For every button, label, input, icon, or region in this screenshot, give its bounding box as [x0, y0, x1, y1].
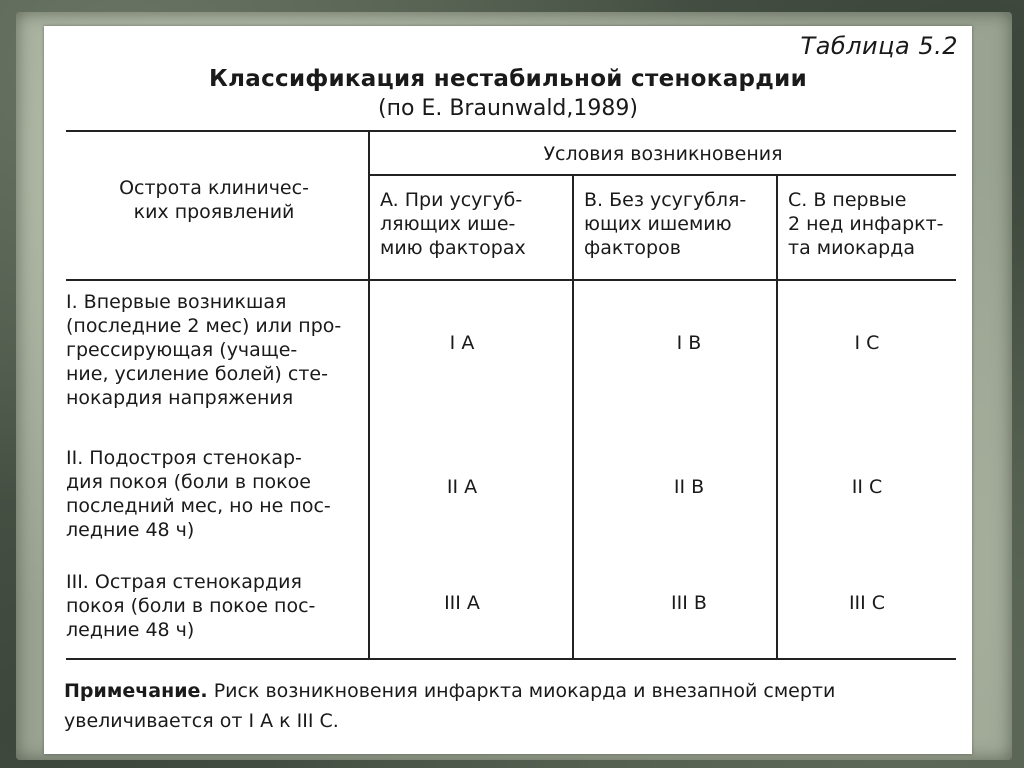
- table-cell: III C: [848, 592, 886, 614]
- note-label: Примечание.: [64, 680, 208, 702]
- note-text: Риск возникновения инфаркта миокарда и внезапной смерти увеличивается от I A к III C.: [64, 680, 836, 732]
- row-label-2: II. Подостроя стенокар- дия покоя (боли в покое последний мес, но не пос- ледние 48 ч): [66, 447, 331, 541]
- row-label-3: III. Острая стенокардия покоя (боли в покое пос- ледние 48 ч): [66, 571, 316, 641]
- table-cell: II C: [851, 476, 883, 498]
- table-bottom-rule: [66, 658, 956, 660]
- header-group-rule: [368, 174, 956, 176]
- row-header: Острота клиничес- ких проявлений: [119, 177, 309, 223]
- table-number: Таблица 5.2: [800, 32, 958, 60]
- table-note: [64, 676, 954, 736]
- group-header: Условия возникновения: [543, 143, 783, 165]
- table-cell: I A: [449, 332, 475, 354]
- table-cell: III B: [671, 592, 707, 614]
- row-label-1: I. Впервые возникшая (последние 2 мес) или про- грессирующая (учаще- ние, усиление болей) сте- нокардия напряжения: [66, 291, 342, 409]
- header-bottom-rule: [66, 279, 956, 281]
- table-cell: II A: [446, 476, 478, 498]
- column-header-c: C. В первые 2 нед инфаркт- та миокарда: [788, 189, 944, 259]
- column-divider-2: [572, 174, 574, 660]
- table-cell: I B: [676, 332, 702, 354]
- column-header-a: A. При усугуб- ляющих ише- мию факторах: [380, 189, 526, 259]
- document-page: [44, 26, 972, 754]
- column-divider-1: [368, 130, 370, 660]
- table-cell: I C: [854, 332, 880, 354]
- table-title: Классификация нестабильной стенокардии: [209, 66, 807, 92]
- table-cell: III A: [444, 592, 480, 614]
- column-header-b: B. Без усугубля- ющих ишемию факторов: [584, 189, 747, 259]
- column-divider-3: [776, 174, 778, 660]
- table-top-rule: [66, 130, 956, 132]
- table-cell: II B: [673, 476, 705, 498]
- table-subtitle: (по E. Braunwald,1989): [378, 96, 638, 121]
